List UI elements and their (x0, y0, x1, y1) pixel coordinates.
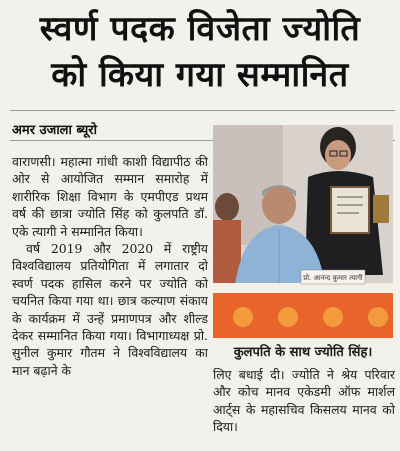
article-body-right (213, 366, 395, 436)
paragraph-3: लिए बधाई दी। ज्योति ने श्रेय परिवार और कोच मानव एकेडमी ऑफ मार्शल आर्ट्स के महासचिव किसलय मानव को दिया। (213, 367, 395, 435)
headline-line-2: को किया गया सम्मानित (51, 55, 349, 95)
rule-top (10, 110, 395, 111)
photo-caption: कुलपति के साथ ज्योति सिंह। (233, 345, 373, 360)
headline-line-1: स्वर्ण पदक विजेता ज्योति (39, 9, 361, 49)
byline: अमर उजाला ब्यूरो (12, 123, 97, 138)
paragraph-1: वाराणसी। महात्मा गांधी काशी विद्यापीठ की ओर से आयोजित सम्मान समारोह में शारीरिक शिक्षा विभाग के एमपीएड प्रथम वर्ष की छात्रा ज्योति सिंह को कुलपति डॉ. एके त्यागी ने सम्मानित किया। (12, 154, 208, 239)
paragraph-2: वर्ष 2019 और 2020 में राष्ट्रीय विश्वविद्यालय प्रतियोगिता में लगातार दो स्वर्ण पदक हासिल करने पर ज्योति को चयनित किया गया था। छात्र कल्याण संकाय के कार्यक्रम में उन्हें प्रमाणपत्र और शील्ड देकर सम्मानित किया गया। विभागाध्यक्ष प्रो. सुनील कुमार गौतम ने विश्वविद्यालय का मान बढ़ाने के (12, 241, 208, 378)
photo-nameplate: प्रो. आनन्द कुमार त्यागी (303, 274, 363, 282)
headline (0, 6, 400, 98)
article-body-left (12, 153, 208, 379)
news-photo (213, 125, 393, 338)
